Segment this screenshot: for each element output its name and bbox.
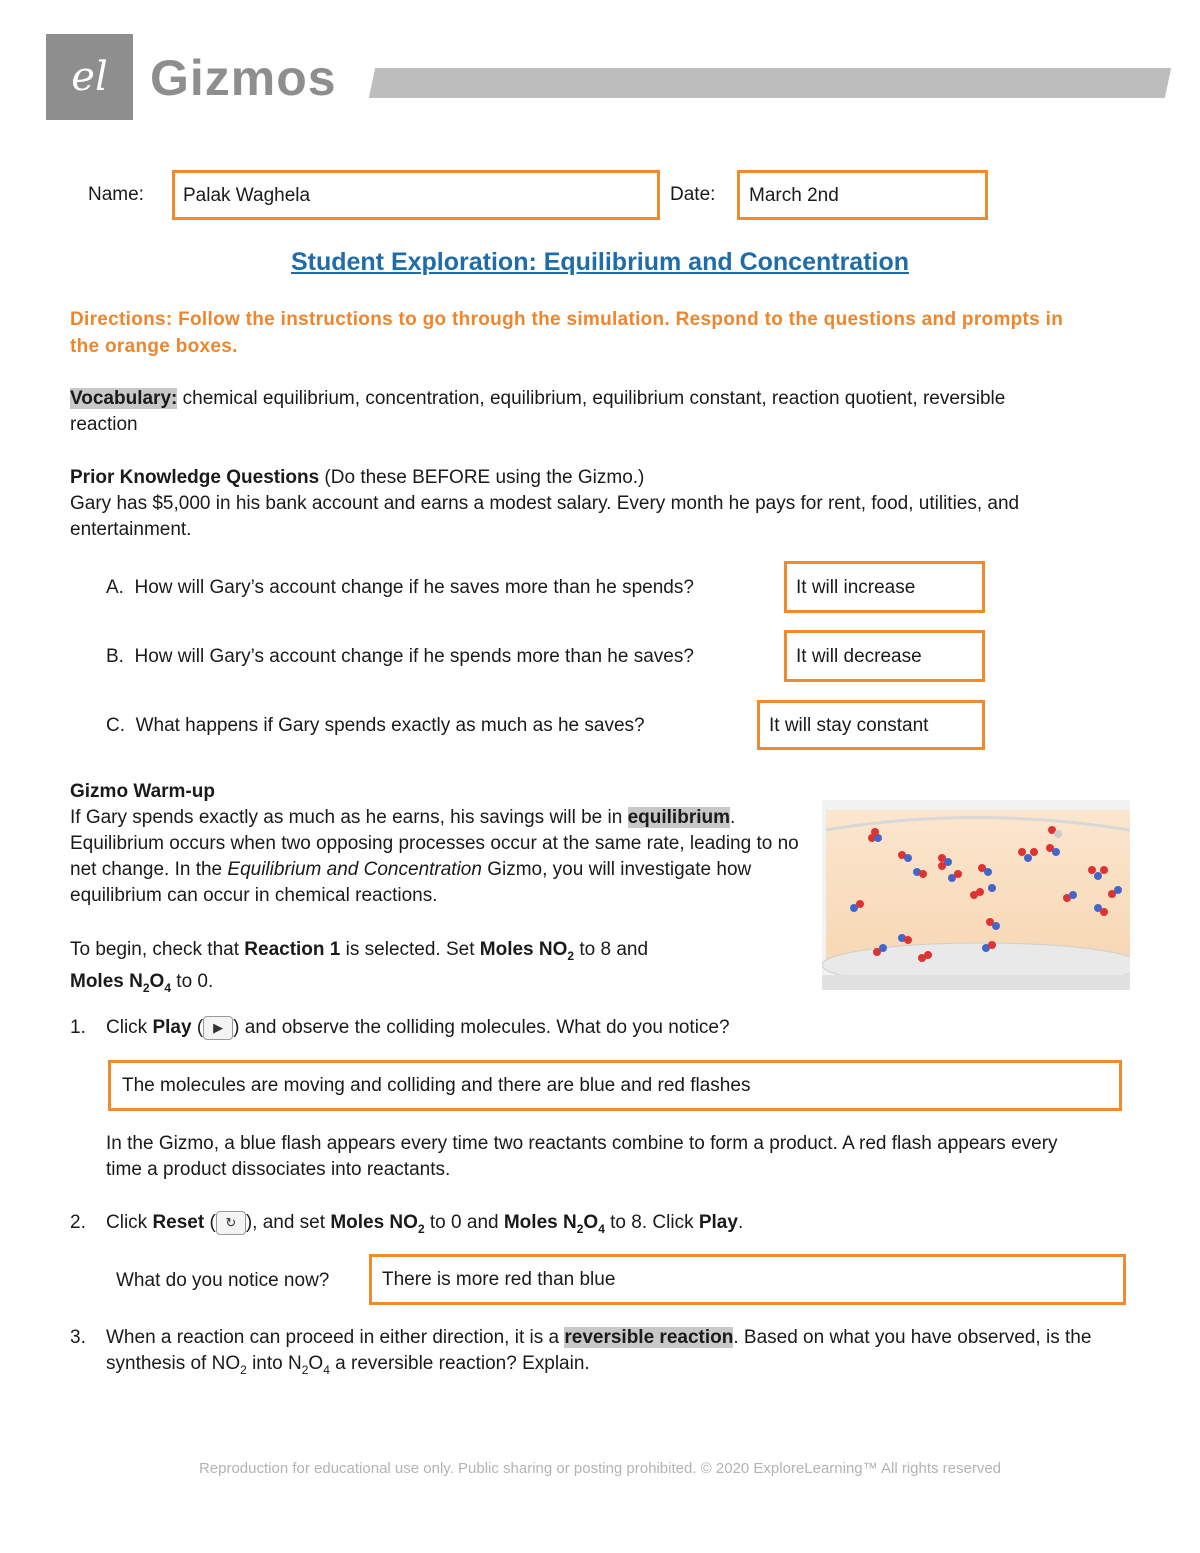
vocabulary-text: chemical equilibrium, concentration, equilibrium, equilibrium constant, reaction quotient, reversible reaction	[70, 388, 1006, 435]
explorelearning-logo: el	[46, 34, 133, 120]
text: to 0 and	[424, 1212, 504, 1233]
question-b	[106, 644, 694, 670]
text: Click	[106, 1212, 153, 1233]
name-label: Name:	[88, 184, 144, 205]
date-label: Date:	[670, 184, 716, 205]
text: Gizmo, you will investigate how equilibrium can occur in chemical reactions.	[70, 859, 752, 906]
text: Click	[106, 1017, 153, 1038]
text: is selected. Set	[340, 939, 480, 960]
text: a reversible reaction? Explain.	[329, 1353, 590, 1374]
question-text: How will Gary’s account change if he spends more than he saves?	[134, 646, 694, 667]
text: . Equilibrium occurs when two opposing processes occur at the same rate, leading to no net change. In the	[70, 807, 799, 880]
q1-note: In the Gizmo, a blue flash appears every time two reactants combine to form a product. A red flash appears every time a product dissociates into reactants.	[106, 1133, 1058, 1180]
reset-icon: ↻	[216, 1211, 246, 1235]
play-label: Play	[152, 1017, 192, 1038]
prior-knowledge-heading	[70, 465, 1130, 491]
text: to 0.	[171, 970, 214, 992]
warmup-paragraph-1	[70, 805, 800, 909]
play-icon: ▶	[203, 1016, 233, 1040]
prior-heading-bold: Prior Knowledge Questions	[70, 467, 320, 488]
q3-number: 3.	[70, 1327, 86, 1348]
header-banner-bar	[369, 68, 1171, 98]
date-field[interactable]: March 2nd	[737, 170, 988, 220]
question-text: What happens if Gary spends exactly as much as he saves?	[135, 715, 645, 736]
text: If Gary spends exactly as much as he earns, his savings will be in	[70, 807, 628, 828]
term-equilibrium: equilibrium	[627, 807, 730, 828]
play-label: Play	[698, 1212, 738, 1233]
subscript: 4	[598, 1221, 605, 1236]
subscript: 2	[142, 980, 150, 995]
subscript: 2	[567, 948, 575, 963]
text: Moles N	[503, 1212, 577, 1233]
subscript: 4	[323, 1362, 330, 1377]
text: (	[191, 1017, 204, 1038]
q1-text	[106, 1015, 1006, 1041]
text: .	[737, 1212, 744, 1233]
q1-number: 1.	[70, 1017, 86, 1038]
text: ), and set	[245, 1212, 331, 1233]
name-field[interactable]: Palak Waghela	[172, 170, 660, 220]
warmup-heading: Gizmo Warm-up	[70, 781, 215, 802]
text: Moles N	[70, 970, 143, 992]
subscript: 4	[164, 980, 172, 995]
beaker-molecules-image	[822, 800, 1130, 990]
vocabulary-label: Vocabulary:	[70, 388, 178, 409]
subscript: 2	[240, 1362, 247, 1377]
text: to 8. Click	[604, 1212, 699, 1233]
subscript: 2	[417, 1221, 425, 1236]
directions: Directions: Follow the instructions to go through the simulation. Respond to the questions and prompts in the orange boxes.	[70, 309, 1064, 357]
text: O	[308, 1353, 324, 1374]
question-letter: A.	[106, 577, 124, 598]
question-letter: C.	[106, 715, 125, 736]
q2-number: 2.	[70, 1212, 86, 1233]
question-text: How will Gary’s account change if he saves more than he spends?	[134, 577, 694, 598]
question-a	[106, 575, 694, 601]
reaction-1: Reaction 1	[244, 939, 341, 960]
text: When a reaction can proceed in either direction, it is a	[106, 1327, 565, 1348]
text: (	[204, 1212, 216, 1233]
moles-no2	[330, 1212, 425, 1236]
text: O	[149, 970, 165, 992]
text: to 8 and	[574, 939, 649, 960]
q2-prompt: What do you notice now?	[116, 1270, 330, 1291]
moles-no2	[479, 939, 575, 963]
prior-heading-note: (Do these BEFORE using the Gizmo.)	[319, 467, 645, 488]
moles-n2o4	[503, 1212, 605, 1236]
gizmo-name: Equilibrium and Concentration	[227, 859, 482, 880]
text: O	[583, 1212, 599, 1233]
text: . Based on what you have observed, is the synthesis of NO	[106, 1327, 1092, 1374]
answer-b-field[interactable]: It will decrease	[784, 630, 985, 682]
text: Moles NO	[479, 939, 568, 960]
q2-text	[106, 1210, 1006, 1242]
gizmos-wordmark: Gizmos	[150, 50, 337, 106]
subscript: 2	[301, 1362, 309, 1377]
warmup-paragraph-2	[70, 937, 770, 1001]
answer-2-field[interactable]: There is more red than blue	[369, 1254, 1126, 1305]
question-letter: B.	[106, 646, 124, 667]
question-c	[106, 713, 645, 739]
page-title: Student Exploration: Equilibrium and Concentration	[290, 248, 910, 276]
text: To begin, check that	[70, 939, 245, 960]
reset-label: Reset	[152, 1212, 205, 1233]
answer-a-field[interactable]: It will increase	[784, 561, 985, 613]
text: Moles NO	[330, 1212, 418, 1233]
answer-c-field[interactable]: It will stay constant	[757, 700, 985, 750]
text: ) and observe the colliding molecules. What do you notice?	[233, 1017, 730, 1038]
text: into N	[246, 1353, 302, 1374]
moles-n2o4	[70, 970, 172, 995]
q3-text	[106, 1325, 1096, 1383]
footer-copyright: Reproduction for educational use only. Public sharing or posting prohibited. © 2020 ExploreLearning™ All rights reserved	[198, 1460, 1002, 1477]
answer-1-field[interactable]: The molecules are moving and colliding and there are blue and red flashes	[108, 1060, 1122, 1111]
prior-intro: Gary has $5,000 in his bank account and earns a modest salary. Every month he pays for rent, food, utilities, and entertainment.	[70, 493, 1020, 540]
subscript: 2	[576, 1221, 584, 1236]
term-reversible-reaction: reversible reaction	[564, 1327, 734, 1348]
vocabulary	[70, 386, 1070, 438]
